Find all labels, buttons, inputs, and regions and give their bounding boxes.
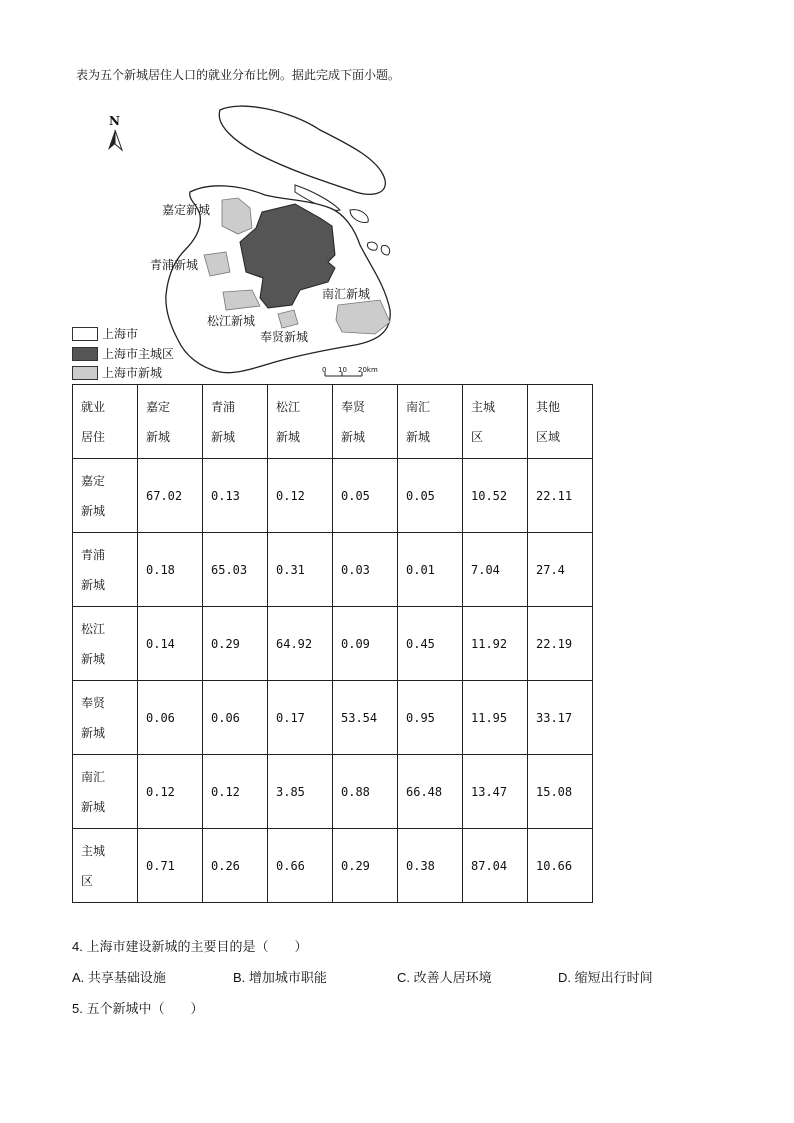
data-cell: 0.12 <box>203 755 268 829</box>
data-cell: 11.95 <box>463 681 528 755</box>
data-cell: 64.92 <box>268 607 333 681</box>
scale-tick-0: 0 <box>322 366 327 374</box>
data-cell: 65.03 <box>203 533 268 607</box>
q4-option-b[interactable]: B. 增加城市职能 <box>233 970 327 985</box>
data-cell: 3.85 <box>268 755 333 829</box>
data-cell: 0.01 <box>398 533 463 607</box>
data-cell: 10.52 <box>463 459 528 533</box>
data-cell: 0.29 <box>203 607 268 681</box>
data-cell: 0.88 <box>333 755 398 829</box>
scale-tick-20: 20km <box>358 366 378 374</box>
table-corner-cell: 就业 居住 <box>73 385 138 459</box>
row-label-cell: 南汇 新城 <box>73 755 138 829</box>
data-cell: 27.4 <box>528 533 593 607</box>
label-jiading: 嘉定新城 <box>162 203 211 217</box>
intro-text: 表为五个新城居住人口的就业分布比例。据此完成下面小题。 <box>76 68 401 82</box>
table-row <box>73 607 593 681</box>
data-cell: 22.19 <box>528 607 593 681</box>
legend-item-shanghai <box>72 325 138 342</box>
data-cell: 0.31 <box>268 533 333 607</box>
q4-option-d[interactable]: D. 缩短出行时间 <box>558 970 653 985</box>
data-cell: 11.92 <box>463 607 528 681</box>
header-cell: 嘉定 新城 <box>138 385 203 459</box>
north-arrow-icon <box>108 130 122 150</box>
data-cell: 0.06 <box>138 681 203 755</box>
label-fengxian: 奉贤新城 <box>260 330 309 344</box>
data-cell: 22.11 <box>528 459 593 533</box>
question-5-stem: 5. 五个新城中（ ） <box>72 1001 204 1016</box>
header-cell: 南汇 新城 <box>398 385 463 459</box>
data-cell: 0.14 <box>138 607 203 681</box>
data-cell: 66.48 <box>398 755 463 829</box>
data-cell: 0.06 <box>203 681 268 755</box>
shanghai-map <box>70 100 430 385</box>
chongming-island <box>219 106 385 194</box>
data-cell: 0.95 <box>398 681 463 755</box>
data-cell: 0.29 <box>333 829 398 903</box>
legend-swatch <box>72 366 98 380</box>
data-cell: 67.02 <box>138 459 203 533</box>
small-island-2 <box>350 210 368 223</box>
data-cell: 0.05 <box>398 459 463 533</box>
data-cell: 13.47 <box>463 755 528 829</box>
data-cell: 0.05 <box>333 459 398 533</box>
table-row <box>73 533 593 607</box>
legend-label: 上海市新城 <box>102 366 163 380</box>
data-cell: 87.04 <box>463 829 528 903</box>
data-cell: 0.38 <box>398 829 463 903</box>
data-cell: 0.18 <box>138 533 203 607</box>
legend-item-new-city <box>72 364 162 381</box>
header-cell: 奉贤 新城 <box>333 385 398 459</box>
row-label-cell: 嘉定 新城 <box>73 459 138 533</box>
data-cell: 0.03 <box>333 533 398 607</box>
row-label-cell: 主城 区 <box>73 829 138 903</box>
data-cell: 33.17 <box>528 681 593 755</box>
data-cell: 0.66 <box>268 829 333 903</box>
legend-label: 上海市 <box>102 327 139 341</box>
small-island-4 <box>381 246 389 255</box>
row-label-cell: 奉贤 新城 <box>73 681 138 755</box>
data-cell: 0.71 <box>138 829 203 903</box>
legend-swatch <box>72 327 98 341</box>
legend-item-main-city <box>72 345 174 362</box>
label-songjiang: 松江新城 <box>207 314 256 328</box>
table-row <box>73 681 593 755</box>
compass-n-label: N <box>109 114 120 128</box>
map-svg <box>70 100 430 385</box>
scale-bar <box>322 366 382 382</box>
employment-table <box>72 384 593 903</box>
data-cell: 15.08 <box>528 755 593 829</box>
header-cell: 青浦 新城 <box>203 385 268 459</box>
row-label-cell: 青浦 新城 <box>73 533 138 607</box>
data-cell: 0.12 <box>268 459 333 533</box>
row-label-cell: 松江 新城 <box>73 607 138 681</box>
data-cell: 0.26 <box>203 829 268 903</box>
nanhui-new-city <box>336 300 390 334</box>
q4-option-c[interactable]: C. 改善人居环境 <box>397 970 492 985</box>
data-cell: 0.17 <box>268 681 333 755</box>
legend-swatch <box>72 347 98 361</box>
label-nanhui: 南汇新城 <box>322 287 371 301</box>
header-cell: 其他 区域 <box>528 385 593 459</box>
data-cell: 0.45 <box>398 607 463 681</box>
data-cell: 0.13 <box>203 459 268 533</box>
scale-tick-10: 10 <box>338 366 347 374</box>
q4-option-a[interactable]: A. 共享基础设施 <box>72 970 166 985</box>
data-cell: 0.12 <box>138 755 203 829</box>
table-row <box>73 459 593 533</box>
label-qingpu: 青浦新城 <box>150 258 199 272</box>
legend-label: 上海市主城区 <box>102 347 175 361</box>
table-header-row <box>73 385 593 459</box>
data-cell: 7.04 <box>463 533 528 607</box>
header-cell: 主城 区 <box>463 385 528 459</box>
small-island-3 <box>367 242 377 250</box>
data-cell: 10.66 <box>528 829 593 903</box>
table-row <box>73 755 593 829</box>
data-cell: 0.09 <box>333 607 398 681</box>
header-cell: 松江 新城 <box>268 385 333 459</box>
question-4-stem: 4. 上海市建设新城的主要目的是（ ） <box>72 939 308 954</box>
table-row <box>73 829 593 903</box>
data-cell: 53.54 <box>333 681 398 755</box>
